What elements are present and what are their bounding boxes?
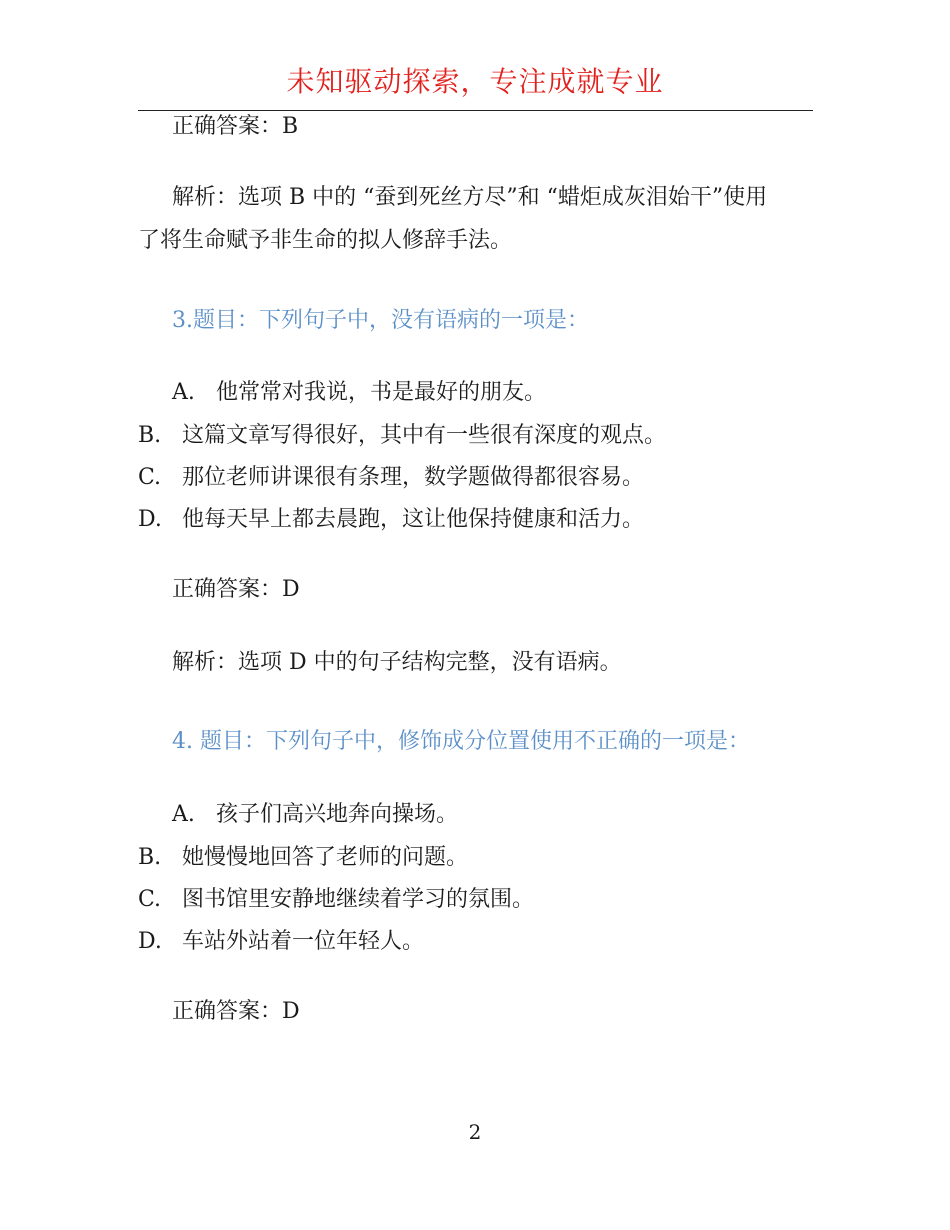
option-text: 这篇文章写得很好，其中有一些很有深度的观点。 bbox=[182, 423, 667, 448]
option-text: 车站外站着一位年轻人。 bbox=[182, 929, 425, 954]
option-letter: A. bbox=[172, 380, 195, 405]
analysis-line: 解析：选项 B 中的 “蚕到死丝方尽”和 “蜡炬成灰泪始干”使用 bbox=[172, 185, 768, 210]
question-3-analysis: 解析：选项 D 中的句子结构完整，没有语病。 bbox=[172, 650, 622, 675]
question-4-option-a bbox=[172, 800, 458, 830]
option-letter: C. bbox=[138, 887, 162, 912]
answer-line: 正确答案：B bbox=[172, 114, 299, 139]
option-letter: C. bbox=[138, 465, 162, 490]
option-text: 孩子们高兴地奔向操场。 bbox=[216, 802, 459, 827]
option-letter: B. bbox=[138, 423, 162, 448]
option-letter: A. bbox=[172, 802, 195, 827]
question-4-option-b bbox=[138, 843, 468, 873]
option-text: 他每天早上都去晨跑，这让他保持健康和活力。 bbox=[182, 507, 645, 532]
question-4-option-d bbox=[138, 927, 424, 957]
question-4-answer: 正确答案：D bbox=[172, 999, 300, 1024]
question-3-option-a bbox=[172, 378, 546, 408]
question-3-option-b bbox=[138, 421, 666, 451]
option-text: 她慢慢地回答了老师的问题。 bbox=[182, 845, 469, 870]
question-4-option-c bbox=[138, 885, 534, 915]
page-number: 2 bbox=[468, 1120, 482, 1144]
header-title: 未知驱动探索，专注成就专业 bbox=[286, 65, 664, 98]
header-divider bbox=[138, 110, 813, 111]
question-4-title: 4. 题目：下列句子中，修饰成分位置使用不正确的一项是： bbox=[172, 729, 750, 754]
option-text: 图书馆里安静地继续着学习的氛围。 bbox=[182, 887, 535, 912]
question-3-title: 3.题目：下列句子中，没有语病的一项是： bbox=[172, 308, 589, 333]
option-text: 那位老师讲课很有条理，数学题做得都很容易。 bbox=[182, 465, 645, 490]
question-3-option-c bbox=[138, 463, 644, 493]
option-letter: D. bbox=[138, 929, 162, 954]
option-letter: B. bbox=[138, 845, 162, 870]
question-3-answer: 正确答案：D bbox=[172, 577, 300, 602]
option-letter: D. bbox=[138, 507, 162, 532]
analysis-line-continued: 了将生命赋予非生命的拟人修辞手法。 bbox=[138, 228, 513, 253]
option-text: 他常常对我说，书是最好的朋友。 bbox=[216, 380, 547, 405]
question-3-option-d bbox=[138, 505, 644, 535]
